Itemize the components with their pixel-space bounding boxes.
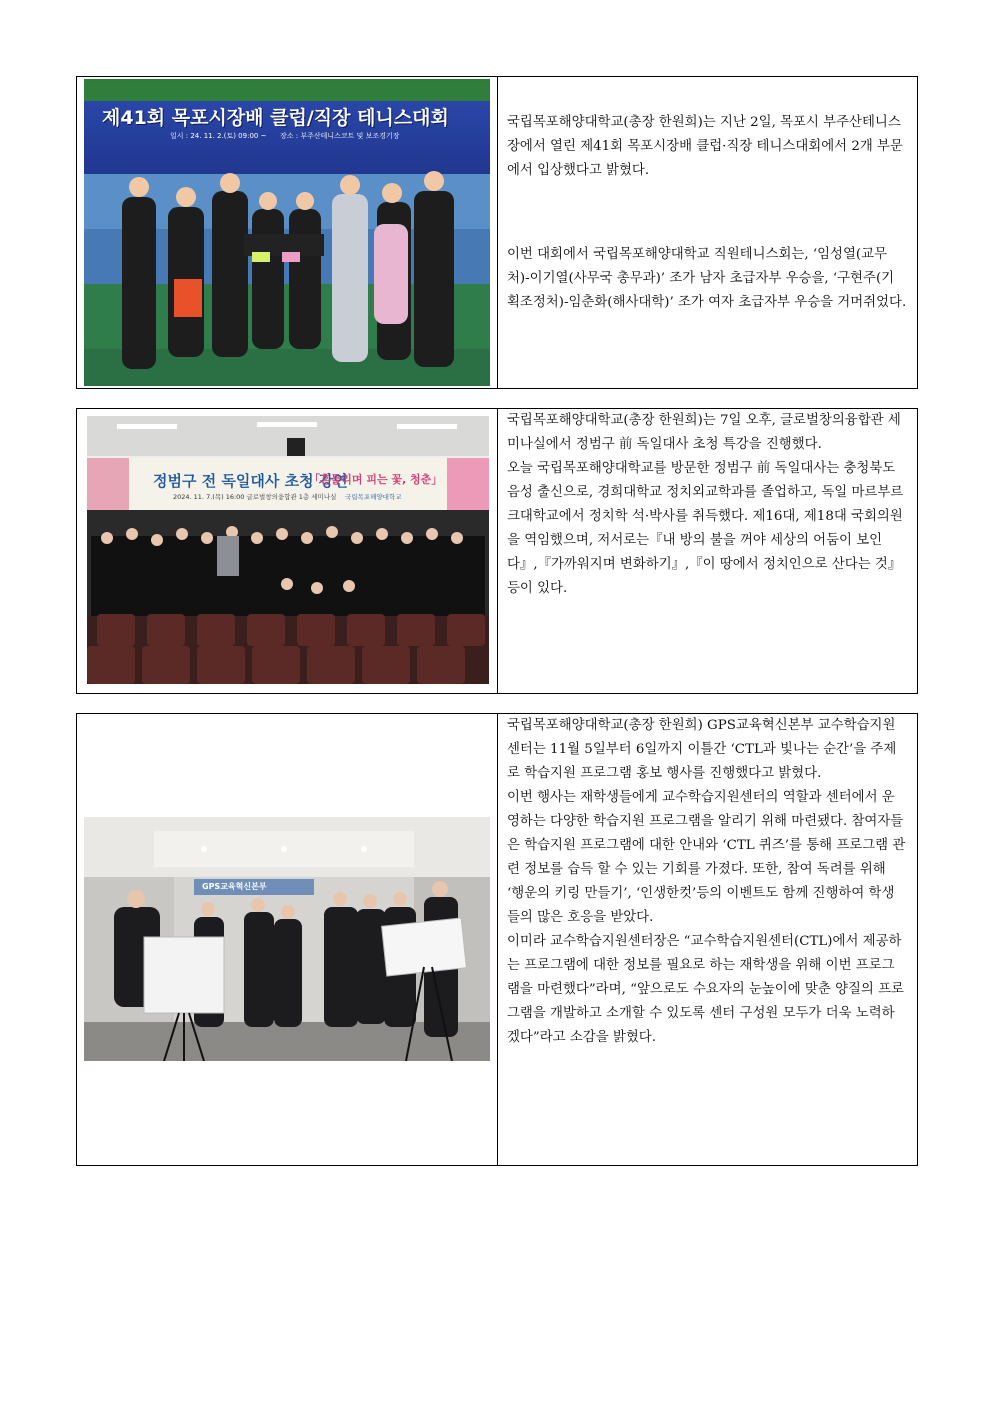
banner-venue: 장소 : 부주산테니스코트 및 보조경기장 bbox=[280, 132, 400, 140]
article-3 bbox=[76, 713, 918, 1166]
article-2-paragraph-1: 국립목포해양대학교(총장 한원희)는 7일 오후, 글로벌창의융합관 세미나실에서 정범구 前 독일대사 초청 특강을 진행했다. bbox=[507, 413, 901, 452]
banner-title: 제41회 목포시장배 클럽/직장 테니스대회 bbox=[102, 107, 449, 129]
article-1-paragraph-2: 이번 대회에서 국립목포해양대학교 직원테니스회는, ‘임성열(교무처)-이기열(사무국 총무과)’ 조가 남자 초급자부 우승을, ‘구현주(기획조정처)-임춘화(해사대학)’ 조가 여자 초급자부 우승을 거머쥐었다. bbox=[507, 247, 907, 310]
tennis-team-photo bbox=[84, 79, 490, 386]
article-2-text-cell bbox=[498, 409, 917, 693]
lecture-banner-quote: 「흔들리며 피는 꽃, 청춘」 bbox=[309, 473, 443, 486]
article-3-paragraph-1: 국립목포해양대학교(총장 한원희) GPS교육혁신본부 교수학습지원센터는 11월 5일부터 6일까지 이틀간 ‘CTL과 빛나는 순간’을 주제로 학습지원 프로그램 홍보 행사를 진행했다고 밝혔다. bbox=[507, 718, 897, 781]
article-2 bbox=[76, 408, 918, 694]
article-1 bbox=[76, 76, 918, 389]
article-2-paragraph-2: 오늘 국립목포해양대학교를 방문한 정범구 前 독일대사는 충청북도 음성 출신으로, 경희대학교 정치외교학과를 졸업하고, 독일 마르부르크대학교에서 정치학 석·박사를 취득했다. 제16대, 제18대 국회의원을 역임했으며, 저서로는『내 방의 불을 꺼야 세상의 어둠이 보인다』,『가까워지며 변화하기』,『이 땅에서 정치인으로 산다는 것』등이 있다. bbox=[507, 461, 904, 596]
ctl-event-photo bbox=[84, 817, 490, 1061]
article-3-paragraph-3: 이미라 교수학습지원센터장은 “교수학습지원센터(CTL)에서 제공하는 프로그램에 대한 정보를 필요로 하는 재학생을 위해 이번 프로그램을 마련했다”라며, “앞으로도 수요자의 눈높이에 맞춘 양질의 프로그램을 개발하고 소개할 수 있도록 센터 구성원 모두가 더욱 노력하겠다”라고 소감을 밝혔다. bbox=[507, 934, 904, 1045]
article-2-photo-cell bbox=[77, 409, 498, 693]
lecture-banner-logo: 국립목포해양대학교 bbox=[345, 493, 402, 501]
article-1-text-cell bbox=[498, 77, 917, 388]
lecture-group-photo bbox=[87, 416, 489, 684]
article-3-text-cell bbox=[498, 714, 917, 1165]
article-3-paragraph-2: 이번 행사는 재학생들에게 교수학습지원센터의 역할과 센터에서 운영하는 다양한 학습지원 프로그램을 알리기 위해 마련됐다. 참여자들은 학습지원 프로그램에 대한 안내와 ‘CTL 퀴즈’를 통해 프로그램 관련 정보를 습득 할 수 있는 기회를 가졌다. 또한, 참여 독려를 위해 ‘행운의 키링 만들기’, ‘인생한컷’등의 이벤트도 함께 진행하여 학생들의 많은 호응을 받았다. bbox=[507, 790, 906, 925]
lecture-banner-sub: 2024. 11. 7.(목) 16:00 글로벌창의융합관 1층 세미나실 bbox=[173, 493, 337, 501]
article-1-photo-cell bbox=[77, 77, 498, 388]
article-3-photo-cell bbox=[77, 714, 498, 1165]
banner-date: 일시 : 24. 11. 2.(토) 09:00 ~ bbox=[170, 132, 267, 140]
lecture-banner-title: 정범구 전 독일대사 초청 강연 bbox=[153, 472, 348, 490]
article-1-paragraph-1: 국립목포해양대학교(총장 한원희)는 지난 2일, 목포시 부주산테니스장에서 열린 제41회 목포시장배 클럽·직장 테니스대회에서 2개 부문에서 입상했다고 밝혔다. bbox=[507, 115, 903, 178]
gps-sign: GPS교육혁신본부 bbox=[202, 882, 267, 891]
